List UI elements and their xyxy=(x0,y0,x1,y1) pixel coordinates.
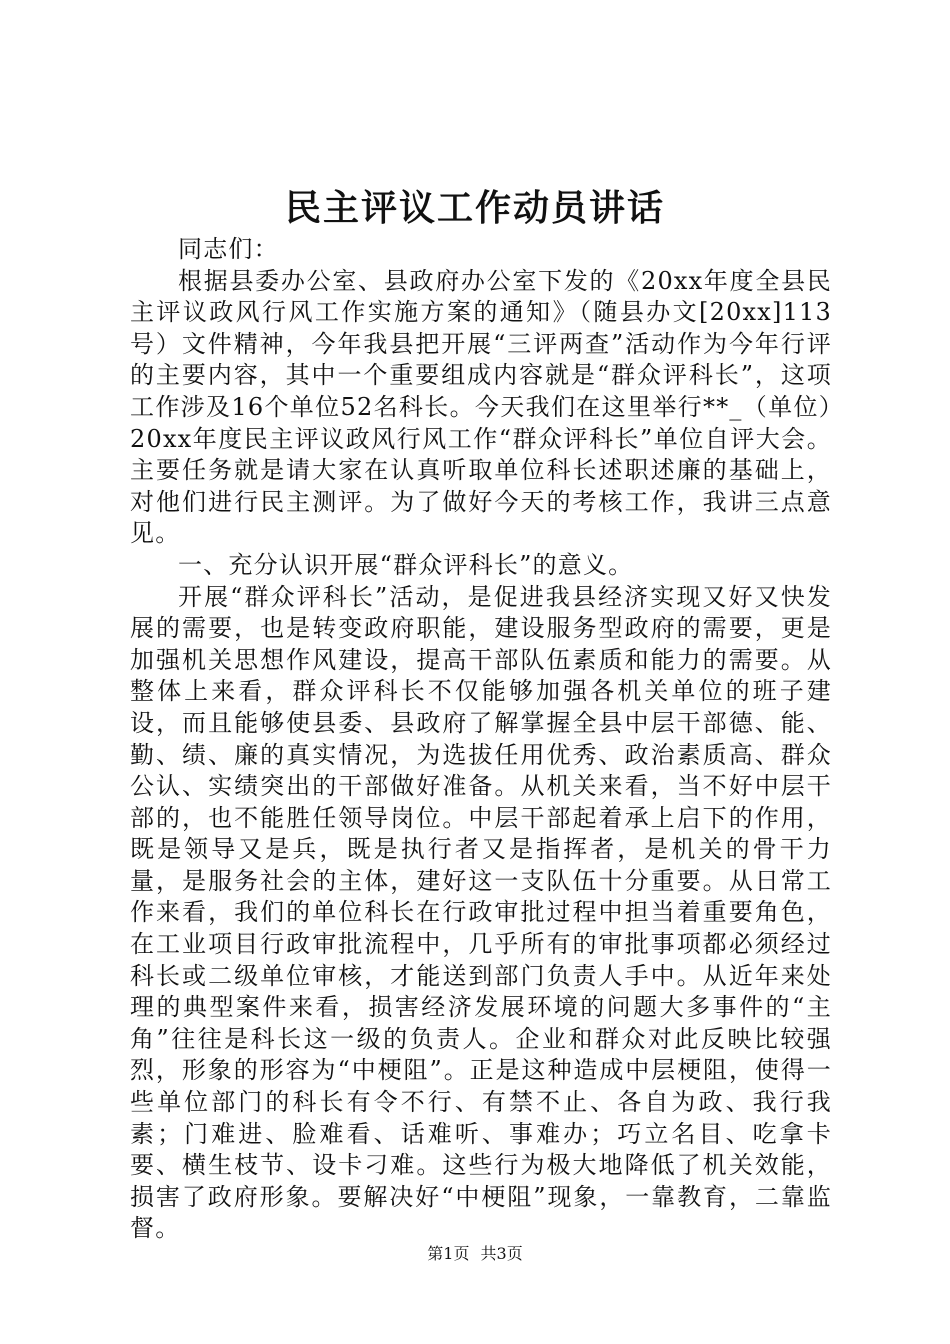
section-heading: 一、充分认识开展“群众评科长”的意义。 xyxy=(178,550,634,579)
page-footer xyxy=(0,1243,950,1265)
body-paragraph: 开展“群众评科长”活动，是促进我县经济实现又好又快发展的需要，也是转变政府职能，建设服务型政府的需要，更是加强机关思想作风建设，提高干部队伍素质和能力的需要。从整体上来看，群众评科长不仅能够加强各机关单位的班子建设，而且能够使县委、县政府了解掌握全县中层干部德、能、勤、绩、廉的真实情况，为选拔任用优秀、政治素质高、群众公认、实绩突出的干部做好准备。从机关来看，当不好中层干部的，也不能胜任领导岗位。中层干部起着承上启下的作用，既是领导又是兵，既是执行者又是指挥者，是机关的骨干力量，是服务社会的主体，建好这一支队伍十分重要。从日常工作来看，我们的单位科长在行政审批过程中担当着重要角色，在工业项目行政审批流程中，几乎所有的审批事项都必须经过科长或二级单位审核，才能送到部门负责人手中。从近年来处理的典型案件来看，损害经济发展环境的问题大多事件的“主角”往往是科长这一级的负责人。企业和群众对此反映比较强烈，形象的形容为“中梗阻”。正是这种造成中层梗阻，使得一些单位部门的科长有令不行、有禁不止、各自为政、我行我素；门难进、脸难看、话难听、事难办；巧立名目、吃拿卡要、横生枝节、设卡刁难。这些行为极大地降低了机关效能，损害了政府形象。要解决好“中梗阻”现象，一靠教育，二靠监督。 xyxy=(130,582,832,1243)
intro-paragraph: 根据县委办公室、县政府办公室下发的《20xx年度全县民主评议政风行风工作实施方案的通知》（随县办文[20xx]113号）文件精神，今年我县把开展“三评两查”活动作为今年行评的主要内容，其中一个重要组成内容就是“群众评科长”，这项工作涉及16个单位52名科长。今天我们在这里举行**_（单位）20xx年度民主评议政风行风工作“群众评科长”单位自评大会。主要任务就是请大家在认真听取单位科长述职述廉的基础上，对他们进行民主测评。为了做好今天的考核工作，我讲三点意见。 xyxy=(130,266,832,548)
document-body xyxy=(130,234,832,1245)
page-total: 共3页 xyxy=(480,1244,523,1263)
salutation: 同志们： xyxy=(178,235,279,263)
page-number: 第1页 xyxy=(427,1244,470,1263)
document-title: 民主评议工作动员讲话 xyxy=(284,187,665,229)
